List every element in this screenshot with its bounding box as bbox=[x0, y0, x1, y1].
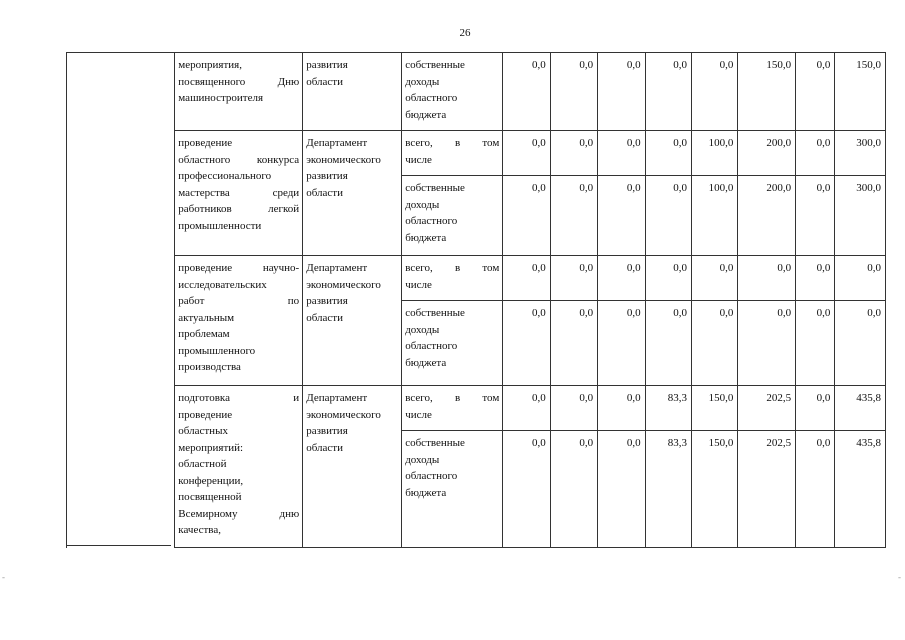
amount-cell: 0,0 bbox=[598, 131, 645, 176]
cell-line: собственные bbox=[405, 182, 465, 194]
cell-line: областного bbox=[405, 92, 458, 104]
cell-line: мероприятий: bbox=[178, 441, 244, 454]
amount-cell: 0,0 bbox=[796, 431, 835, 548]
amount-cell: 0,0 bbox=[598, 386, 645, 431]
amount-cell: 0,0 bbox=[738, 256, 796, 301]
cell-line: конференции, bbox=[178, 474, 244, 487]
amount-cell: 0,0 bbox=[598, 256, 645, 301]
amount-cell: 0,0 bbox=[645, 131, 691, 176]
event-cell bbox=[175, 386, 303, 548]
page-edge-mark: - bbox=[898, 572, 901, 582]
amount-cell: 0,0 bbox=[550, 301, 597, 386]
amount-cell: 0,0 bbox=[796, 386, 835, 431]
amount-cell: 0,0 bbox=[598, 301, 645, 386]
cell-line: исследовательских bbox=[178, 278, 267, 291]
amount-cell: 83,3 bbox=[645, 386, 691, 431]
amount-cell: 100,0 bbox=[692, 176, 738, 256]
cell-line: Всемирному дню bbox=[178, 507, 300, 520]
cell-line: Департамент bbox=[306, 137, 368, 149]
page-number: 26 bbox=[459, 27, 471, 39]
executor-cell bbox=[303, 131, 402, 256]
cell-line: мастерства среди bbox=[178, 186, 300, 199]
funding-source-cell bbox=[402, 176, 503, 256]
amount-cell: 0,0 bbox=[503, 256, 550, 301]
amount-cell: 0,0 bbox=[796, 301, 835, 386]
cell-line: Департамент bbox=[306, 392, 368, 404]
cell-line: областной bbox=[178, 458, 227, 470]
cell-line: актуальным bbox=[178, 311, 235, 324]
amount-cell: 0,0 bbox=[692, 256, 738, 301]
cell-line: производства bbox=[178, 361, 241, 373]
cell-line: развития bbox=[306, 170, 348, 182]
cell-line: проведение bbox=[178, 137, 233, 149]
amount-cell: 100,0 bbox=[692, 131, 738, 176]
cell-line: области bbox=[306, 311, 343, 324]
amount-cell: 0,0 bbox=[796, 53, 835, 131]
cell-line: областных bbox=[178, 425, 228, 437]
cell-line: доходы bbox=[405, 323, 440, 336]
amount-cell: 0,0 bbox=[550, 176, 597, 256]
amount-cell: 435,8 bbox=[835, 386, 886, 431]
left-column-rule bbox=[66, 545, 171, 546]
amount-cell: 202,5 bbox=[738, 431, 796, 548]
amount-cell: 0,0 bbox=[503, 431, 550, 548]
cell-line: областного bbox=[405, 215, 458, 227]
funding-source-cell bbox=[402, 386, 503, 431]
funding-source-cell bbox=[402, 301, 503, 386]
cell-line: посвященного Дню bbox=[178, 75, 300, 88]
amount-cell: 150,0 bbox=[835, 53, 886, 131]
amount-cell: 150,0 bbox=[692, 386, 738, 431]
cell-line: промышленного bbox=[178, 344, 256, 357]
amount-cell: 0,0 bbox=[503, 386, 550, 431]
funding-source-cell bbox=[402, 431, 503, 548]
cell-line: развития bbox=[306, 425, 348, 437]
cell-line: собственные bbox=[405, 59, 465, 71]
cell-line: работ по bbox=[178, 295, 300, 307]
cell-line: посвященной bbox=[178, 491, 242, 503]
amount-cell: 0,0 bbox=[550, 53, 597, 131]
cell-line: экономического bbox=[306, 408, 381, 421]
cell-line: качества, bbox=[178, 524, 221, 536]
amount-cell: 0,0 bbox=[503, 176, 550, 256]
cell-line: областного bbox=[405, 340, 458, 352]
cell-line: числе bbox=[405, 278, 432, 291]
amount-cell: 0,0 bbox=[796, 176, 835, 256]
cell-line: работников легкой bbox=[178, 203, 300, 215]
event-cell bbox=[175, 256, 303, 386]
amount-cell: 202,5 bbox=[738, 386, 796, 431]
cell-line: мероприятия, bbox=[178, 59, 242, 71]
amount-cell: 0,0 bbox=[550, 131, 597, 176]
table-row bbox=[67, 131, 886, 176]
cell-line: всего, в том bbox=[405, 137, 500, 149]
cell-line: бюджета bbox=[405, 108, 447, 121]
cell-line: бюджета bbox=[405, 486, 447, 499]
event-cell bbox=[175, 131, 303, 256]
cell-line: областного конкурса bbox=[178, 153, 300, 166]
cell-line: машиностроителя bbox=[178, 92, 264, 104]
table-row bbox=[67, 53, 886, 131]
amount-cell: 0,0 bbox=[550, 386, 597, 431]
funding-source-cell bbox=[402, 131, 503, 176]
cell-line: всего, в том bbox=[405, 262, 500, 274]
amount-cell: 150,0 bbox=[692, 431, 738, 548]
amount-cell: 0,0 bbox=[645, 53, 691, 131]
amount-cell: 0,0 bbox=[796, 256, 835, 301]
executor-cell bbox=[303, 386, 402, 548]
amount-cell: 0,0 bbox=[835, 256, 886, 301]
amount-cell: 0,0 bbox=[503, 301, 550, 386]
cell-line: Департамент bbox=[306, 262, 368, 274]
amount-cell: 83,3 bbox=[645, 431, 691, 548]
cell-line: области bbox=[306, 441, 343, 454]
cell-line: собственные bbox=[405, 307, 465, 319]
amount-cell: 0,0 bbox=[835, 301, 886, 386]
amount-cell: 0,0 bbox=[598, 431, 645, 548]
cell-line: экономического bbox=[306, 278, 381, 291]
funding-source-cell bbox=[402, 53, 503, 131]
cell-line: доходы bbox=[405, 75, 440, 88]
amount-cell: 0,0 bbox=[550, 431, 597, 548]
cell-line: числе bbox=[405, 408, 432, 421]
table-row bbox=[67, 386, 886, 431]
amount-cell: 150,0 bbox=[738, 53, 796, 131]
executor-cell bbox=[303, 256, 402, 386]
cell-line: подготовка и bbox=[178, 392, 300, 404]
amount-cell: 300,0 bbox=[835, 176, 886, 256]
amount-cell: 0,0 bbox=[645, 301, 691, 386]
amount-cell: 0,0 bbox=[645, 176, 691, 256]
amount-cell: 200,0 bbox=[738, 131, 796, 176]
budget-table bbox=[66, 52, 886, 548]
amount-cell: 0,0 bbox=[692, 301, 738, 386]
cell-line: областного bbox=[405, 470, 458, 482]
amount-cell: 0,0 bbox=[598, 176, 645, 256]
cell-line: бюджета bbox=[405, 356, 447, 369]
cell-line: доходы bbox=[405, 198, 440, 211]
amount-cell: 0,0 bbox=[598, 53, 645, 131]
cell-line: доходы bbox=[405, 453, 440, 466]
cell-line: экономического bbox=[306, 153, 381, 166]
amount-cell: 0,0 bbox=[692, 53, 738, 131]
cell-line: числе bbox=[405, 153, 432, 166]
cell-line: развития bbox=[306, 59, 348, 71]
amount-cell: 0,0 bbox=[503, 131, 550, 176]
cell-line: области bbox=[306, 186, 343, 199]
amount-cell: 200,0 bbox=[738, 176, 796, 256]
cell-line: профессионального bbox=[178, 170, 272, 182]
amount-cell: 0,0 bbox=[738, 301, 796, 386]
event-cell bbox=[175, 53, 303, 131]
amount-cell: 0,0 bbox=[796, 131, 835, 176]
table-row bbox=[67, 256, 886, 301]
amount-cell: 435,8 bbox=[835, 431, 886, 548]
amount-cell: 300,0 bbox=[835, 131, 886, 176]
amount-cell: 0,0 bbox=[645, 256, 691, 301]
cell-line: промышленности bbox=[178, 219, 262, 232]
amount-cell: 0,0 bbox=[550, 256, 597, 301]
cell-line: проблемам bbox=[178, 328, 230, 340]
cell-line: собственные bbox=[405, 437, 465, 449]
cell-line: всего, в том bbox=[405, 392, 500, 404]
cell-line: области bbox=[306, 75, 343, 88]
empty-number-cell bbox=[67, 53, 175, 548]
executor-cell bbox=[303, 53, 402, 131]
cell-line: проведение научно- bbox=[178, 262, 300, 274]
page-edge-mark: - bbox=[2, 572, 5, 582]
cell-line: проведение bbox=[178, 408, 233, 421]
amount-cell: 0,0 bbox=[503, 53, 550, 131]
funding-source-cell bbox=[402, 256, 503, 301]
cell-line: развития bbox=[306, 295, 348, 307]
cell-line: бюджета bbox=[405, 231, 447, 244]
